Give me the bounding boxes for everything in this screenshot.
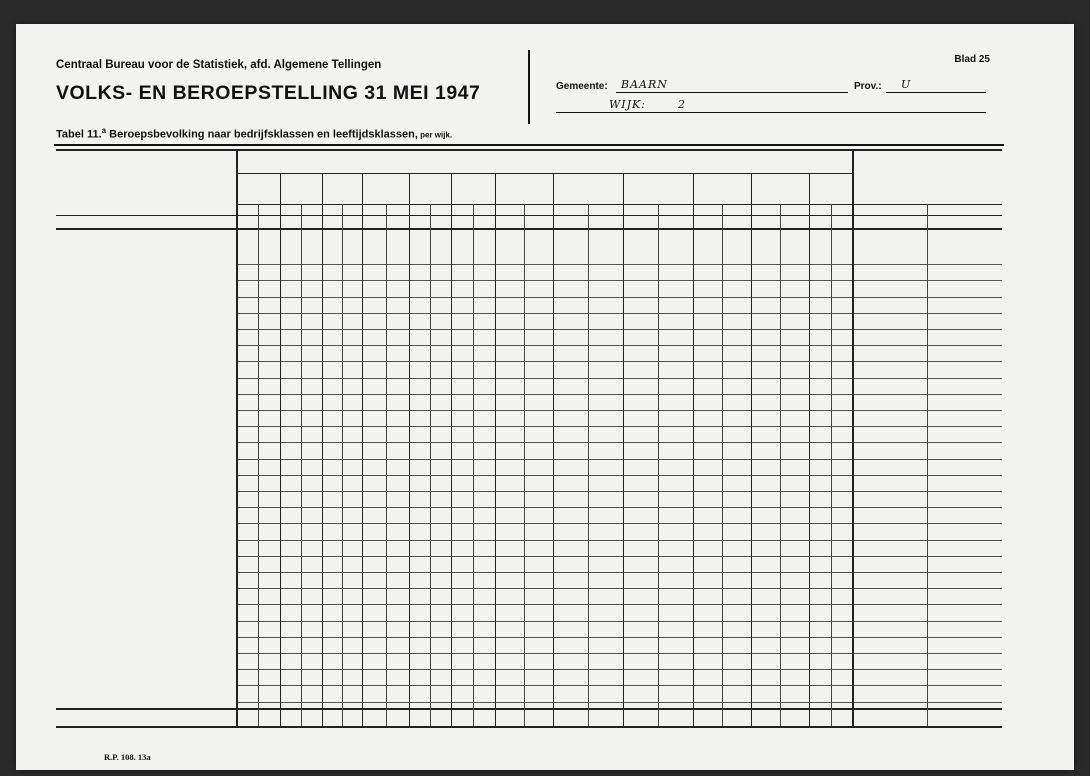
sheet-number: Blad 25 [954,54,990,65]
table-top-rule [56,149,1002,151]
row-rule [236,540,1002,541]
row-rule [236,685,1002,686]
group-column-rule [280,173,281,726]
numbers-rule [56,215,1002,216]
form-title: VOLKS- EN BEROEPSTELLING 31 MEI 1947 [56,82,481,104]
census-form-sheet [16,24,1074,770]
row-rule [236,345,1002,346]
organisation-name: Centraal Bureau voor de Statistiek, afd. Algemene Tellingen [56,59,382,71]
group-column-rule [852,149,854,726]
label-column-rule [236,149,238,726]
group-column-rule [362,173,363,726]
totals-bottom-rule [56,726,1002,728]
gemeente-label: Gemeente: [556,81,608,92]
sub-column-rule [301,204,302,726]
group-column-rule [322,173,323,726]
row-rule [236,572,1002,573]
gemeente-line [616,92,848,93]
prov-label: Prov.: [854,81,882,92]
prov-value: U [901,78,912,91]
row-rule [236,264,1002,265]
caption-suffix: per wijk. [417,130,453,140]
row-rule [236,442,1002,443]
row-rule [236,410,1002,411]
age-header-rule [236,173,852,174]
row-rule [236,297,1002,298]
caption-superscript: a [101,126,107,135]
gemeente-value: BAARN [621,78,668,91]
sub-column-rule [430,204,431,726]
sub-column-rule [386,204,387,726]
row-rule [236,621,1002,622]
row-rule [236,588,1002,589]
group-column-rule [623,173,624,726]
group-column-rule [409,173,410,726]
mv-rule [236,204,1002,205]
wijk-value: 2 [678,98,686,111]
wijk-label: WIJK: [609,98,646,111]
row-rule [236,604,1002,605]
sub-column-rule [722,204,723,726]
sub-column-rule [473,204,474,726]
row-rule [236,394,1002,395]
row-rule [236,702,1002,703]
caption-prefix: Tabel 11. [56,128,102,141]
group-column-rule [553,173,554,726]
sub-column-rule [342,204,343,726]
row-rule [236,669,1002,670]
sub-column-rule [588,204,589,726]
prov-line [886,92,986,93]
sub-column-rule [831,204,832,726]
form-code: R.P. 108. 13a [104,752,151,762]
group-column-rule [495,173,496,726]
totals-top-rule [56,708,1002,710]
caption-rule [54,144,1004,146]
sub-column-rule [524,204,525,726]
row-rule [236,653,1002,654]
row-rule [236,280,1002,281]
row-rule [236,637,1002,638]
caption-text: Beroepsbevolking naar bedrijfsklassen en leeftijdsklassen, [106,128,418,141]
row-rule [236,507,1002,508]
row-rule [236,361,1002,362]
row-rule [236,378,1002,379]
header-divider [528,50,530,124]
sub-column-rule [658,204,659,726]
header-bottom-rule [56,228,1002,230]
group-column-rule [693,173,694,726]
row-rule [236,329,1002,330]
sub-column-rule [258,204,259,726]
row-rule [236,556,1002,557]
row-rule [236,523,1002,524]
data-table [56,149,1002,739]
sub-column-rule [927,204,928,726]
sub-column-rule [780,204,781,726]
row-rule [236,313,1002,314]
row-rule [236,426,1002,427]
row-rule [236,475,1002,476]
row-rule [236,491,1002,492]
wijk-line [556,112,986,113]
table-caption [56,126,452,141]
group-column-rule [451,173,452,726]
group-column-rule [809,173,810,726]
group-column-rule [751,173,752,726]
row-rule [236,459,1002,460]
